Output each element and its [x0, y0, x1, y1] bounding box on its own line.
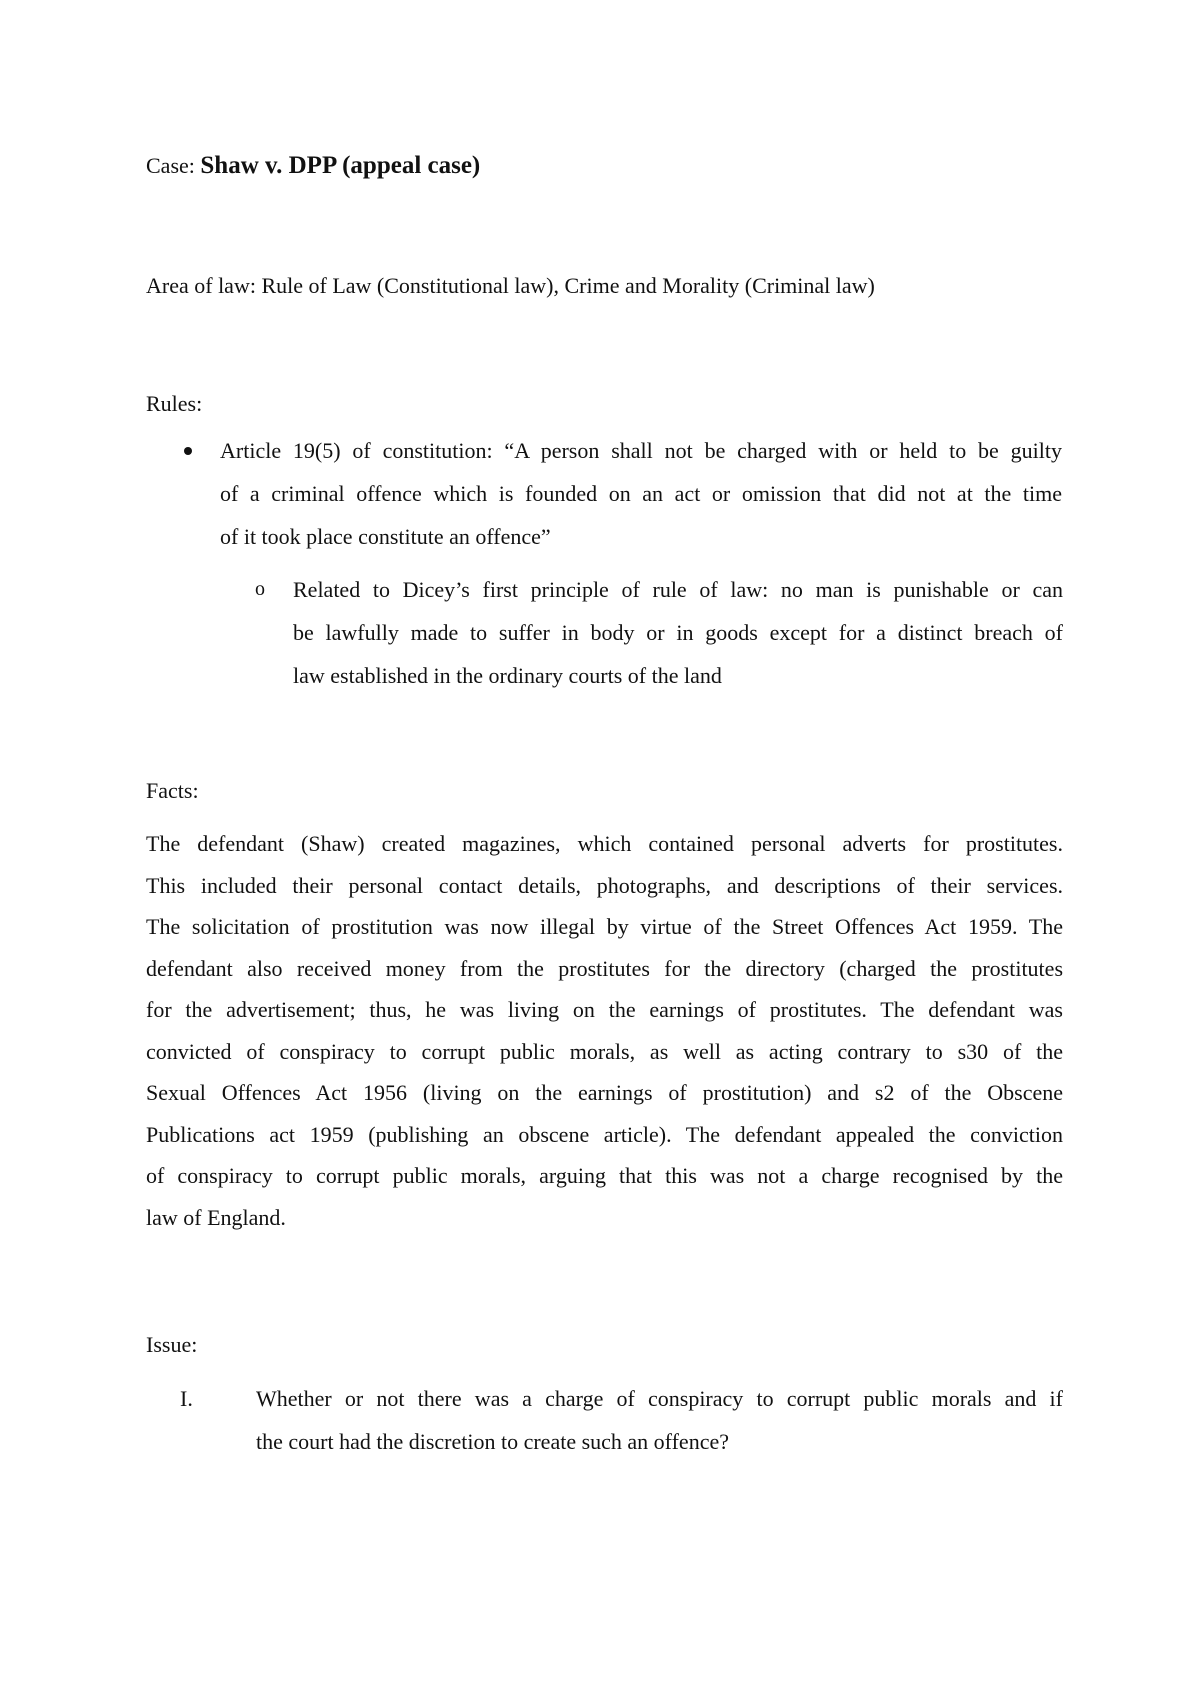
- rules-sub-bullet-line: law established in the ordinary courts of the land: [293, 663, 722, 688]
- facts-line: defendant also received money from the prostitutes for the directory (charged the prostitutes: [146, 955, 1063, 981]
- rules-bullet-line: Article 19(5) of constitution: “A person shall not be charged with or held to be guilty: [220, 438, 1062, 463]
- facts-line: The defendant (Shaw) created magazines, which contained personal adverts for prostitutes.: [146, 831, 1063, 856]
- rules-sub-bullet-line: Related to Dicey’s first principle of rule of law: no man is punishable or can: [293, 577, 1063, 602]
- sub-bullet-marker-icon: o: [255, 578, 265, 600]
- rules-bullet: [220, 437, 1062, 566]
- facts-line: of conspiracy to corrupt public morals, arguing that this was not a charge recognised by the: [146, 1163, 1063, 1188]
- facts-line: This included their personal contact details, photographs, and descriptions of their services.: [146, 872, 1063, 898]
- rules-bullet-line: of a criminal offence which is founded on an act or omission that did not at the time: [220, 481, 1062, 506]
- facts-heading: Facts:: [146, 778, 199, 803]
- facts-line: Publications act 1959 (publishing an obscene article). The defendant appealed the conviction: [146, 1121, 1063, 1147]
- facts-line: for the advertisement; thus, he was living on the earnings of prostitutes. The defendant was: [146, 997, 1063, 1022]
- facts-line: Sexual Offences Act 1956 (living on the earnings of prostitution) and s2 of the Obscene: [146, 1080, 1063, 1105]
- issue-heading: Issue:: [146, 1332, 198, 1357]
- facts-line: law of England.: [146, 1204, 286, 1230]
- facts-paragraph: [146, 830, 1063, 1245]
- rules-heading: Rules:: [146, 391, 203, 416]
- rules-sub-bullet-line: be lawfully made to suffer in body or in goods except for a distinct breach of: [293, 620, 1063, 645]
- case-title: [146, 152, 480, 179]
- rules-bullet-line: of it took place constitute an offence”: [220, 524, 551, 549]
- case-label: Case:: [146, 153, 195, 178]
- issue-line: the court had the discretion to create such an offence?: [256, 1429, 729, 1454]
- issue-item: [256, 1385, 1063, 1471]
- rules-sub-bullet: [293, 576, 1063, 705]
- area-of-law: Area of law: Rule of Law (Constitutional law), Crime and Morality (Criminal law): [146, 273, 875, 298]
- bullet-dot-icon: [184, 447, 192, 455]
- facts-line: convicted of conspiracy to corrupt public morals, as well as acting contrary to s30 of the: [146, 1038, 1063, 1064]
- facts-line: The solicitation of prostitution was now illegal by virtue of the Street Offences Act 1959. The: [146, 914, 1063, 939]
- case-name: Shaw v. DPP (appeal case): [200, 152, 481, 179]
- issue-line: Whether or not there was a charge of conspiracy to corrupt public morals and if: [256, 1386, 1063, 1411]
- issue-number: I.: [180, 1386, 193, 1411]
